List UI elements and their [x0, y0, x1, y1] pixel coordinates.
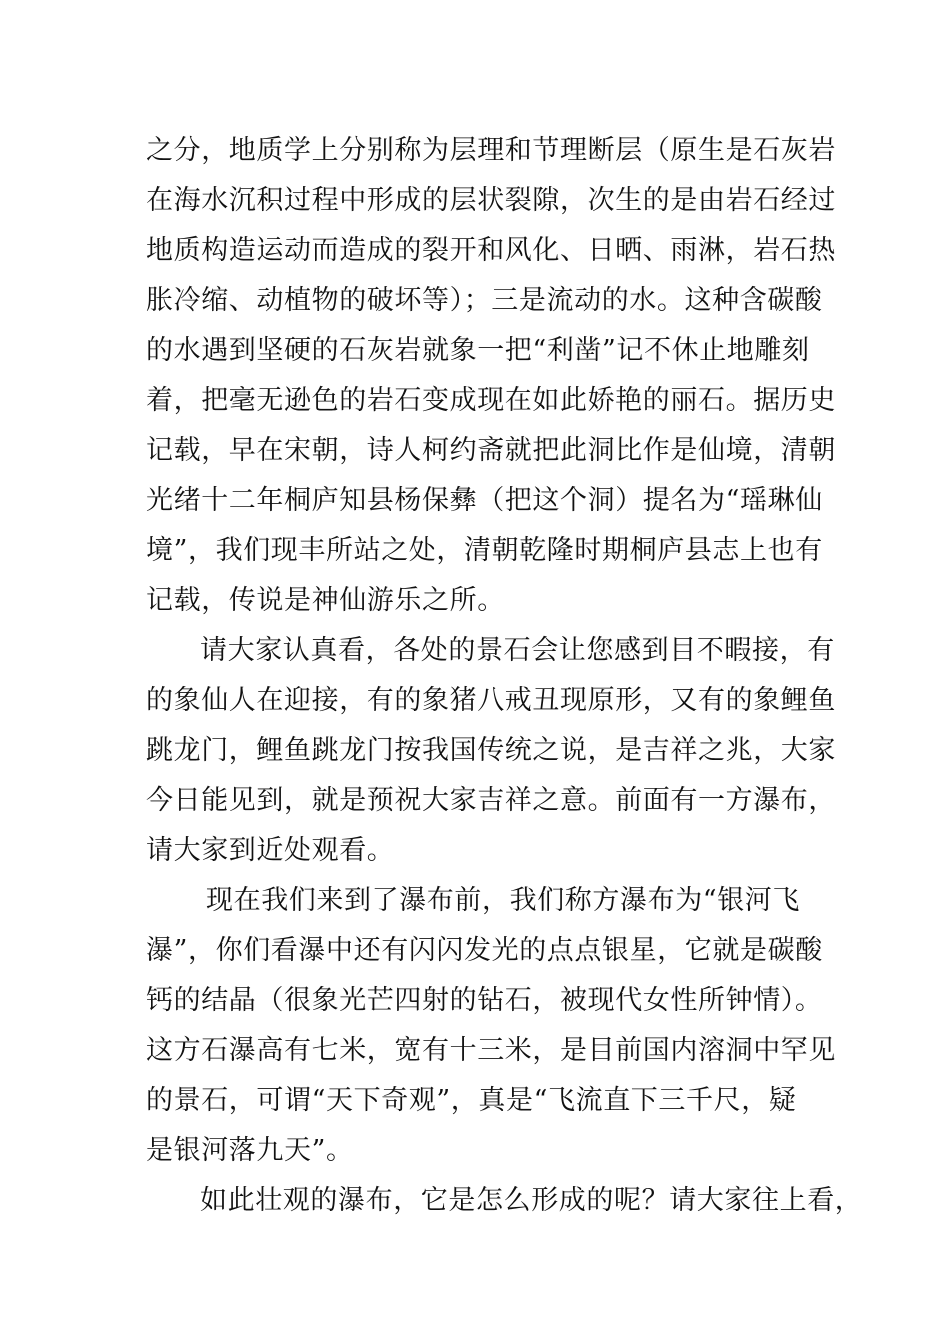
text-line: 胀冷缩、动植物的破坏等）；三是流动的水。这种含碳酸	[146, 285, 823, 316]
text-line: 的水遇到坚硬的石灰岩就象一把“利凿”记不休止地雕刻	[146, 335, 810, 366]
text-line: 跳龙门，鲤鱼跳龙门按我国传统之说，是吉祥之兆，大家	[146, 735, 836, 766]
text-line: 是银河落九天”。	[146, 1135, 354, 1166]
text-line: 在海水沉积过程中形成的层状裂隙，次生的是由岩石经过	[146, 185, 836, 216]
text-line: 记载，传说是神仙游乐之所。	[146, 585, 505, 616]
text-line: 瀑”，你们看瀑中还有闪闪发光的点点银星，它就是碳酸	[146, 935, 823, 966]
text-line: 今日能见到，就是预祝大家吉祥之意。前面有一方瀑布，	[146, 785, 836, 816]
text-line: 着，把毫无逊色的岩石变成现在如此娇艳的丽石。据历史	[146, 385, 836, 416]
text-line: 之分，地质学上分别称为层理和节理断层（原生是石灰岩	[146, 135, 836, 166]
text-line: 境”，我们现丰所站之处，清朝乾隆时期桐庐县志上也有	[146, 535, 823, 566]
text-line: 的景石，可谓“天下奇观”，真是“飞流直下三千尺，疑	[146, 1085, 797, 1116]
text-line: 的象仙人在迎接，有的象猪八戒丑现原形，又有的象鲤鱼	[146, 685, 836, 716]
text-line: 光绪十二年桐庐知县杨保彝（把这个洞）提名为“瑶琳仙	[146, 485, 823, 516]
paragraph-first-line: 如此壮观的瀑布，它是怎么形成的呢？请大家往上看，	[200, 1185, 863, 1216]
text-line: 请大家到近处观看。	[146, 835, 395, 866]
text-line: 这方石瀑高有七米，宽有十三米，是目前国内溶洞中罕见	[146, 1035, 836, 1066]
text-line: 钙的结晶（很象光芒四射的钻石，被现代女性所钟情）。	[146, 985, 823, 1016]
paragraph-first-line: 请大家认真看，各处的景石会让您感到目不暇接，有	[200, 635, 835, 666]
text-line: 记载，早在宋朝，诗人柯约斋就把此洞比作是仙境，清朝	[146, 435, 836, 466]
text-line: 地质构造运动而造成的裂开和风化、日晒、雨淋，岩石热	[146, 235, 836, 266]
paragraph-first-line: 现在我们来到了瀑布前，我们称方瀑布为“银河飞	[206, 885, 801, 916]
